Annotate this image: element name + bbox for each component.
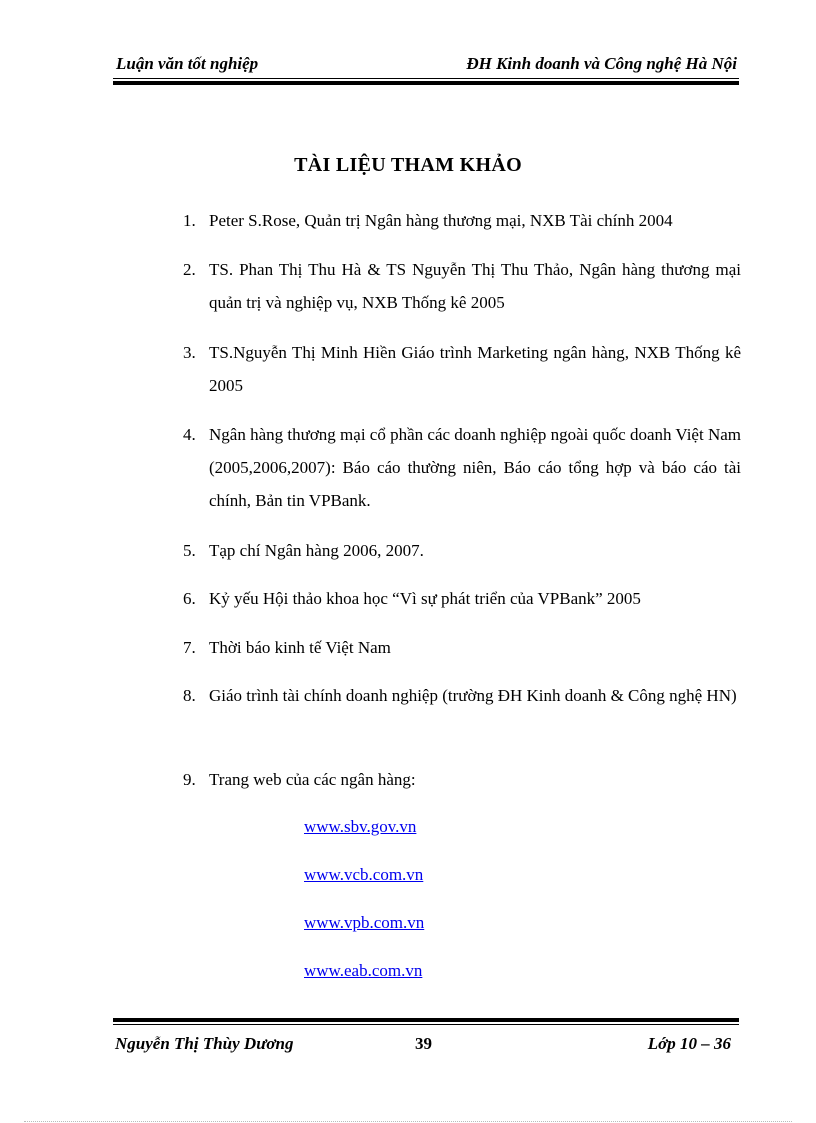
reference-number: 8. [183, 686, 196, 705]
reference-number: 3. [183, 343, 196, 362]
reference-item [183, 582, 741, 615]
header-rule-thin [113, 78, 739, 79]
reference-text: TS. Phan Thị Thu Hà & TS Nguyễn Thị Thu Thảo, Ngân hàng thương mại quản trị và nghiệp vụ, NXB Thống kê 2005 [209, 260, 741, 312]
link-eab[interactable]: www.eab.com.vn [304, 961, 423, 980]
reference-number: 5. [183, 541, 196, 560]
reference-number: 9. [183, 770, 196, 789]
reference-number: 6. [183, 589, 196, 608]
reference-text: Tạp chí Ngân hàng 2006, 2007. [209, 541, 424, 560]
link-vpb[interactable]: www.vpb.com.vn [304, 913, 425, 932]
reference-number: 4. [183, 425, 196, 444]
link-sbv[interactable]: www.sbv.gov.vn [304, 817, 417, 836]
reference-number: 1. [183, 211, 196, 230]
page-title: TÀI LIỆU THAM KHẢO [294, 154, 522, 176]
reference-item [183, 534, 741, 567]
header-rule-thick [113, 81, 739, 85]
header-thesis-label: Luận văn tốt nghiệp [116, 54, 259, 73]
reference-item [183, 763, 741, 796]
page-header [113, 52, 739, 78]
reference-item [183, 631, 741, 664]
page-number: 39 [415, 1034, 432, 1053]
reference-text: Trang web của các ngân hàng: [209, 770, 416, 789]
header-university: ĐH Kinh doanh và Công nghệ Hà Nội [466, 54, 737, 73]
footer-rule-thin [113, 1024, 739, 1025]
reference-text: Giáo trình tài chính doanh nghiệp (trường ĐH Kinh doanh & Công nghệ HN) [209, 686, 737, 705]
page-edge-dotted-line [24, 1121, 792, 1122]
reference-text: Ngân hàng thương mại cổ phần các doanh nghiệp ngoài quốc doanh Việt Nam (2005,2006,2007): Báo cáo thường niên, Báo cáo tổng hợp và báo cáo tài chính, Bản tin VPBank. [209, 425, 741, 510]
link-vcb[interactable]: www.vcb.com.vn [304, 865, 424, 884]
reference-text: Thời báo kinh tế Việt Nam [209, 638, 391, 657]
reference-item [183, 418, 741, 517]
reference-item [183, 336, 741, 402]
reference-number: 2. [183, 260, 196, 279]
footer-class: Lớp 10 – 36 [647, 1034, 731, 1053]
footer-author: Nguyễn Thị Thùy Dương [115, 1034, 294, 1053]
reference-text: Peter S.Rose, Quản trị Ngân hàng thương mại, NXB Tài chính 2004 [209, 211, 673, 230]
reference-item [183, 204, 741, 237]
footer-rule-thick [113, 1018, 739, 1022]
reference-item [183, 679, 741, 712]
reference-text: Kỷ yếu Hội thảo khoa học “Vì sự phát triển của VPBank” 2005 [209, 589, 641, 608]
reference-item [183, 253, 741, 319]
reference-number: 7. [183, 638, 196, 657]
reference-text: TS.Nguyễn Thị Minh Hiền Giáo trình Marketing ngân hàng, NXB Thống kê 2005 [209, 343, 741, 395]
